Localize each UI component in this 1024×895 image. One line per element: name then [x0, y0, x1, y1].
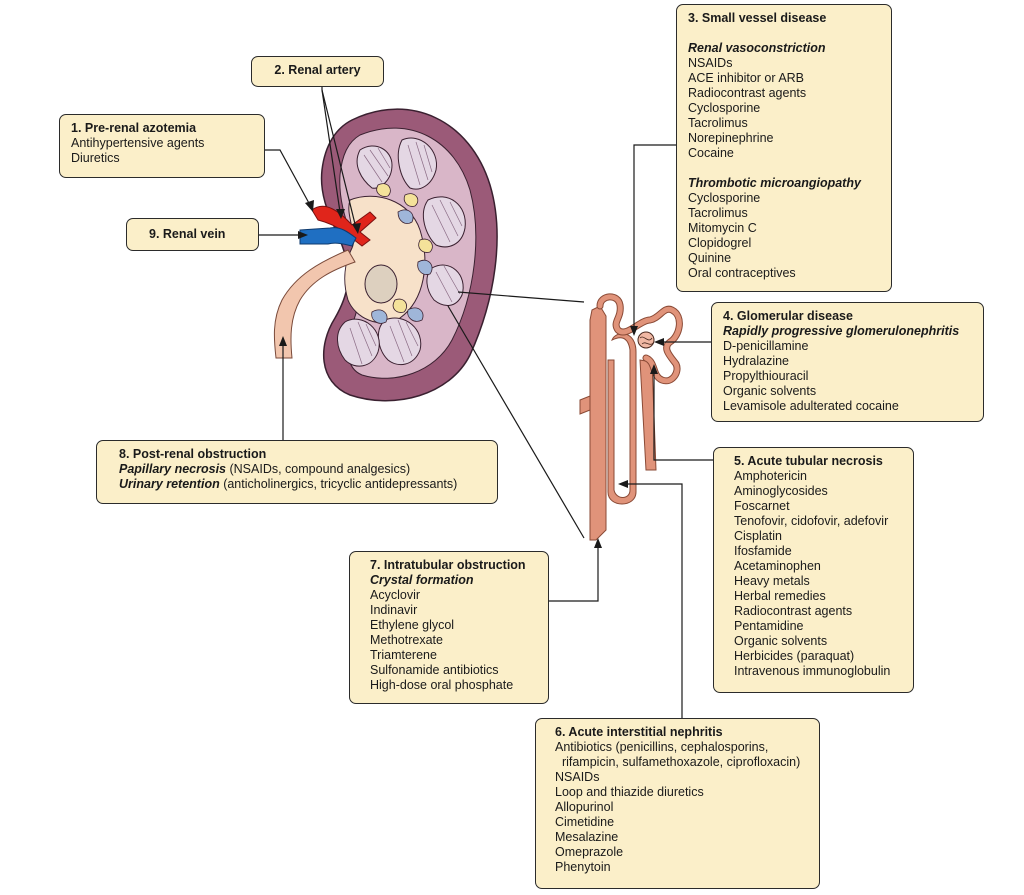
box3-item: ACE inhibitor or ARB [688, 71, 805, 85]
box5-item: Herbicides (paraquat) [734, 649, 855, 663]
box2-title: 2. Renal artery [274, 63, 361, 77]
box5-item: Pentamidine [734, 619, 804, 633]
box5-item: Amphotericin [734, 469, 807, 483]
box3-item: Tacrolimus [688, 116, 748, 130]
box8-urinary-retention-label: Urinary retention [119, 477, 220, 491]
box7-item: Methotrexate [370, 633, 443, 647]
box3-item: NSAIDs [688, 56, 733, 70]
box7-subtitle: Crystal formation [370, 573, 474, 587]
box7-item: Ethylene glycol [370, 618, 455, 632]
box4-item: Organic solvents [723, 384, 817, 398]
box3-item: Norepinephrine [688, 131, 774, 145]
box8-title: 8. Post-renal obstruction [119, 447, 267, 461]
box3-item: Clopidogrel [688, 236, 752, 250]
box9-title: 9. Renal vein [149, 227, 226, 241]
box5-item: Aminoglycosides [734, 484, 828, 498]
box3-title: 3. Small vessel disease [688, 11, 827, 25]
box-post-renal-obstruction [96, 440, 498, 504]
box7-item: Acyclovir [370, 588, 421, 602]
box3-item: Radiocontrast agents [688, 86, 807, 100]
box4-item: Levamisole adulterated cocaine [723, 399, 899, 413]
box5-item: Herbal remedies [734, 589, 826, 603]
box-pre-renal-azotemia [59, 114, 265, 178]
box3-item: Oral contraceptives [688, 266, 796, 280]
box-small-vessel-disease [676, 4, 892, 292]
box8-line-papillary-necrosis [119, 462, 489, 477]
box-renal-vein [126, 218, 259, 251]
box5-item: Heavy metals [734, 574, 810, 588]
box6-item: Mesalazine [555, 830, 619, 844]
box8-papillary-necrosis-causes: (NSAIDs, compound analgesics) [226, 462, 411, 476]
box6-item: Loop and thiazide diuretics [555, 785, 704, 799]
box3-subtitle-vasoconstriction: Renal vasoconstriction [688, 41, 826, 55]
box7-item: Indinavir [370, 603, 418, 617]
box5-item: Tenofovir, cidofovir, adefovir [734, 514, 889, 528]
box5-item: Ifosfamide [734, 544, 792, 558]
glomerulus [638, 332, 654, 348]
box4-item: D-penicillamine [723, 339, 809, 353]
box6-item: rifampicin, sulfamethoxazole, ciprofloxacin) [555, 755, 801, 769]
box3-item: Cyclosporine [688, 101, 761, 115]
box6-title: 6. Acute interstitial nephritis [555, 725, 723, 739]
box3-item: Quinine [688, 251, 732, 265]
box5-item: Cisplatin [734, 529, 782, 543]
box4-item: Hydralazine [723, 354, 790, 368]
box8-papillary-necrosis-label: Papillary necrosis [119, 462, 227, 476]
box3-subtitle-microangiopathy: Thrombotic microangiopathy [688, 176, 861, 190]
box3-item: Mitomycin C [688, 221, 757, 235]
box1-item: Antihypertensive agents [71, 136, 205, 150]
nephron-illustration [580, 297, 679, 540]
box7-item: Triamterene [370, 648, 437, 662]
box7-item: Sulfonamide antibiotics [370, 663, 499, 677]
box6-item: Antibiotics (penicillins, cephalosporins, [555, 740, 769, 754]
collecting-duct [590, 306, 606, 540]
box7-title: 7. Intratubular obstruction [370, 558, 526, 572]
loop-of-henle [608, 334, 636, 504]
box3-item: Cyclosporine [688, 191, 761, 205]
box-intratubular-obstruction [349, 551, 549, 704]
box5-title: 5. Acute tubular necrosis [734, 454, 883, 468]
box5-item: Intravenous immunoglobulin [734, 664, 891, 678]
box1-title: 1. Pre-renal azotemia [71, 121, 197, 135]
box6-item: Allopurinol [555, 800, 614, 814]
box3-item: Tacrolimus [688, 206, 748, 220]
box-glomerular-disease [711, 302, 984, 422]
renal-pelvis-fat [365, 265, 397, 303]
box6-item: Omeprazole [555, 845, 624, 859]
box-acute-interstitial-nephritis [535, 718, 820, 889]
box5-item: Foscarnet [734, 499, 790, 513]
box6-item: Phenytoin [555, 860, 611, 874]
box3-item: Cocaine [688, 146, 734, 160]
kidney-illustration [274, 109, 497, 401]
box-renal-artery [251, 56, 384, 87]
box5-item: Radiocontrast agents [734, 604, 853, 618]
box-acute-tubular-necrosis [713, 447, 914, 693]
box4-item: Propylthiouracil [723, 369, 809, 383]
box8-urinary-retention-causes: (anticholinergics, tricyclic antidepressants) [219, 477, 458, 491]
box8-line-urinary-retention [119, 477, 489, 492]
box7-item: High-dose oral phosphate [370, 678, 514, 692]
box4-subtitle: Rapidly progressive glomerulonephritis [723, 324, 960, 338]
box6-item: NSAIDs [555, 770, 600, 784]
box5-item: Organic solvents [734, 634, 828, 648]
box6-item: Cimetidine [555, 815, 615, 829]
box4-title: 4. Glomerular disease [723, 309, 853, 323]
box1-item: Diuretics [71, 151, 120, 165]
box5-item: Acetaminophen [734, 559, 821, 573]
